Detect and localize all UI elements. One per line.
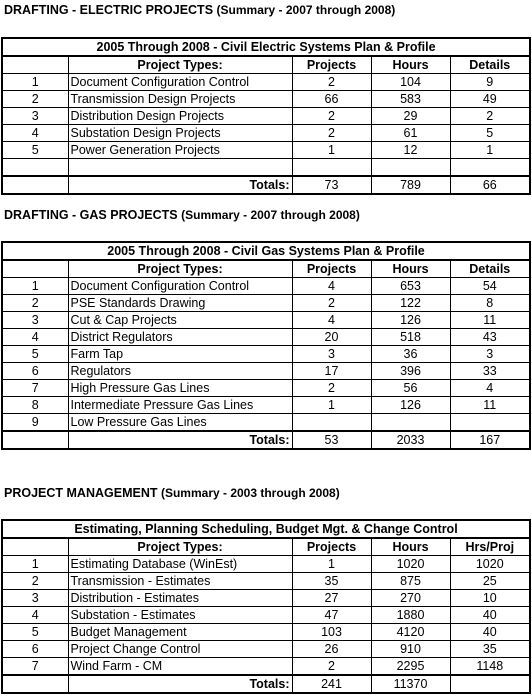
- hours-value: 126: [371, 312, 450, 329]
- table-row: [2, 607, 530, 624]
- details-value: 9: [450, 74, 530, 91]
- details-value: 1: [450, 142, 530, 159]
- project-type: Budget Management: [68, 624, 292, 641]
- row-number: 3: [2, 590, 68, 607]
- row-number: 2: [2, 573, 68, 590]
- hours-value: 56: [371, 380, 450, 397]
- projects-value: 66: [292, 91, 371, 108]
- project-type: Transmission - Estimates: [68, 573, 292, 590]
- details-value: [450, 414, 530, 432]
- table-header-row: [2, 260, 530, 278]
- details-value: 40: [450, 624, 530, 641]
- table-row: [2, 125, 530, 142]
- details-value: 2: [450, 108, 530, 125]
- project-type: Wind Farm - CM: [68, 658, 292, 676]
- column-header: Project Types:: [68, 56, 292, 74]
- project-type: Cut & Cap Projects: [68, 312, 292, 329]
- projects-value: 1: [292, 142, 371, 159]
- projects-value: 2: [292, 295, 371, 312]
- header-blank-cell: [2, 56, 68, 74]
- column-header: Project Types:: [68, 260, 292, 278]
- project-type: Power Generation Projects: [68, 142, 292, 159]
- hours-value: 270: [371, 590, 450, 607]
- column-header: Projects: [292, 538, 371, 556]
- projects-value: 2: [292, 74, 371, 91]
- hours-value: 104: [371, 74, 450, 91]
- hours-value: 122: [371, 295, 450, 312]
- table-header-row: [2, 56, 530, 74]
- details-value: 40: [450, 607, 530, 624]
- row-number: 4: [2, 329, 68, 346]
- electric-heading-sub: (Summary - 2007 through 2008): [216, 3, 396, 17]
- electric-heading-main: DRAFTING - ELECTRIC PROJECTS: [4, 3, 214, 17]
- hours-value: 1020: [371, 556, 450, 573]
- project-type: Document Configuration Control: [68, 74, 292, 91]
- totals-label: Totals:: [68, 176, 292, 194]
- details-value: 10: [450, 590, 530, 607]
- row-number: 8: [2, 397, 68, 414]
- projects-value: 47: [292, 607, 371, 624]
- details-value: 11: [450, 397, 530, 414]
- details-total: [450, 675, 530, 693]
- table-row: [2, 159, 530, 177]
- table-row: [2, 91, 530, 108]
- projects-value: 27: [292, 590, 371, 607]
- table-row: [2, 363, 530, 380]
- project-type: Substation Design Projects: [68, 125, 292, 142]
- gas-table: [1, 241, 531, 450]
- column-header: Hours: [371, 56, 450, 74]
- hours-value: 12: [371, 142, 450, 159]
- hours-total: 11370: [371, 675, 450, 693]
- totals-label: Totals:: [68, 431, 292, 449]
- table-row: [2, 295, 530, 312]
- projects-value: 4: [292, 312, 371, 329]
- projects-value: 103: [292, 624, 371, 641]
- projects-value: 17: [292, 363, 371, 380]
- totals-label: Totals:: [68, 675, 292, 693]
- project-type: Document Configuration Control: [68, 278, 292, 295]
- gas-heading-sub: (Summary - 2007 through 2008): [181, 208, 360, 222]
- details-value: 1020: [450, 556, 530, 573]
- row-number: 4: [2, 607, 68, 624]
- hours-value: 875: [371, 573, 450, 590]
- row-number: 3: [2, 312, 68, 329]
- gas-heading: [4, 208, 360, 222]
- projects-total: 241: [292, 675, 371, 693]
- row-number: 5: [2, 142, 68, 159]
- details-total: 66: [450, 176, 530, 194]
- details-value: 4: [450, 380, 530, 397]
- hours-value: 583: [371, 91, 450, 108]
- project-type: [68, 159, 292, 177]
- row-number: 6: [2, 363, 68, 380]
- hours-value: 653: [371, 278, 450, 295]
- row-number: 1: [2, 278, 68, 295]
- pm-heading-sub: (Summary - 2003 through 2008): [160, 486, 340, 500]
- table-row: [2, 142, 530, 159]
- project-type: Intermediate Pressure Gas Lines: [68, 397, 292, 414]
- details-value: 1148: [450, 658, 530, 676]
- projects-value: 2: [292, 125, 371, 142]
- project-type: Project Change Control: [68, 641, 292, 658]
- hours-value: 518: [371, 329, 450, 346]
- hours-value: 396: [371, 363, 450, 380]
- row-number: [2, 159, 68, 177]
- hours-value: 36: [371, 346, 450, 363]
- row-number: 6: [2, 641, 68, 658]
- pm-heading-main: PROJECT MANAGEMENT: [4, 486, 158, 500]
- table-row: [2, 346, 530, 363]
- column-header: Projects: [292, 260, 371, 278]
- row-number: 7: [2, 658, 68, 676]
- project-type: Low Pressure Gas Lines: [68, 414, 292, 432]
- column-header: Details: [450, 56, 530, 74]
- hours-value: 4120: [371, 624, 450, 641]
- hours-total: 2033: [371, 431, 450, 449]
- table-row: [2, 624, 530, 641]
- details-value: [450, 159, 530, 177]
- project-type: Distribution - Estimates: [68, 590, 292, 607]
- row-number: 1: [2, 74, 68, 91]
- table-caption: Estimating, Planning Scheduling, Budget Mgt. & Change Control: [2, 520, 530, 538]
- details-value: 35: [450, 641, 530, 658]
- table-header-row: [2, 538, 530, 556]
- details-value: 25: [450, 573, 530, 590]
- pm-table: [1, 519, 531, 694]
- projects-value: 2: [292, 658, 371, 676]
- details-value: 11: [450, 312, 530, 329]
- electric-heading: [4, 3, 395, 17]
- projects-value: 3: [292, 346, 371, 363]
- hours-value: 29: [371, 108, 450, 125]
- table-caption: 2005 Through 2008 - Civil Electric Systems Plan & Profile: [2, 38, 530, 56]
- projects-value: 4: [292, 278, 371, 295]
- projects-value: 26: [292, 641, 371, 658]
- project-type: High Pressure Gas Lines: [68, 380, 292, 397]
- hours-total: 789: [371, 176, 450, 194]
- details-value: 8: [450, 295, 530, 312]
- table-row: [2, 380, 530, 397]
- table-row: [2, 312, 530, 329]
- row-number: 5: [2, 346, 68, 363]
- details-value: 49: [450, 91, 530, 108]
- table-row: [2, 641, 530, 658]
- header-blank-cell: [2, 260, 68, 278]
- details-value: 43: [450, 329, 530, 346]
- gas-heading-main: DRAFTING - GAS PROJECTS: [4, 208, 178, 222]
- table-row: [2, 573, 530, 590]
- column-header: Details: [450, 260, 530, 278]
- table-caption-row: [2, 520, 530, 538]
- projects-value: 2: [292, 380, 371, 397]
- column-header: Hours: [371, 260, 450, 278]
- project-type: Distribution Design Projects: [68, 108, 292, 125]
- hours-value: 61: [371, 125, 450, 142]
- column-header: Hrs/Proj: [450, 538, 530, 556]
- row-number: 9: [2, 414, 68, 432]
- row-number: 2: [2, 91, 68, 108]
- row-number: 1: [2, 556, 68, 573]
- table-row: [2, 108, 530, 125]
- row-number: 5: [2, 624, 68, 641]
- totals-row: [2, 675, 530, 693]
- details-value: 54: [450, 278, 530, 295]
- pm-heading: [4, 486, 340, 500]
- project-type: Regulators: [68, 363, 292, 380]
- hours-value: 910: [371, 641, 450, 658]
- electric-table: [1, 37, 531, 195]
- project-type: Farm Tap: [68, 346, 292, 363]
- row-number: 2: [2, 295, 68, 312]
- projects-value: 1: [292, 397, 371, 414]
- projects-value: 1: [292, 556, 371, 573]
- totals-blank-cell: [2, 675, 68, 693]
- details-value: 33: [450, 363, 530, 380]
- totals-blank-cell: [2, 176, 68, 194]
- project-type: District Regulators: [68, 329, 292, 346]
- table-caption: 2005 Through 2008 - Civil Gas Systems Plan & Profile: [2, 242, 530, 260]
- table-row: [2, 329, 530, 346]
- projects-total: 53: [292, 431, 371, 449]
- details-total: 167: [450, 431, 530, 449]
- table-row: [2, 278, 530, 295]
- table-row: [2, 658, 530, 676]
- table-row: [2, 414, 530, 432]
- table-caption-row: [2, 242, 530, 260]
- header-blank-cell: [2, 538, 68, 556]
- projects-value: 2: [292, 108, 371, 125]
- project-type: Substation - Estimates: [68, 607, 292, 624]
- hours-value: [371, 159, 450, 177]
- column-header: Hours: [371, 538, 450, 556]
- projects-value: 35: [292, 573, 371, 590]
- table-row: [2, 590, 530, 607]
- hours-value: [371, 414, 450, 432]
- project-type: Transmission Design Projects: [68, 91, 292, 108]
- details-value: 5: [450, 125, 530, 142]
- row-number: 7: [2, 380, 68, 397]
- totals-blank-cell: [2, 431, 68, 449]
- table-row: [2, 556, 530, 573]
- projects-value: [292, 159, 371, 177]
- totals-row: [2, 176, 530, 194]
- hours-value: 2295: [371, 658, 450, 676]
- projects-value: 20: [292, 329, 371, 346]
- totals-row: [2, 431, 530, 449]
- row-number: 4: [2, 125, 68, 142]
- column-header: Project Types:: [68, 538, 292, 556]
- table-caption-row: [2, 38, 530, 56]
- row-number: 3: [2, 108, 68, 125]
- projects-total: 73: [292, 176, 371, 194]
- table-row: [2, 74, 530, 91]
- hours-value: 126: [371, 397, 450, 414]
- table-row: [2, 397, 530, 414]
- column-header: Projects: [292, 56, 371, 74]
- project-type: Estimating Database (WinEst): [68, 556, 292, 573]
- hours-value: 1880: [371, 607, 450, 624]
- details-value: 3: [450, 346, 530, 363]
- projects-value: [292, 414, 371, 432]
- project-type: PSE Standards Drawing: [68, 295, 292, 312]
